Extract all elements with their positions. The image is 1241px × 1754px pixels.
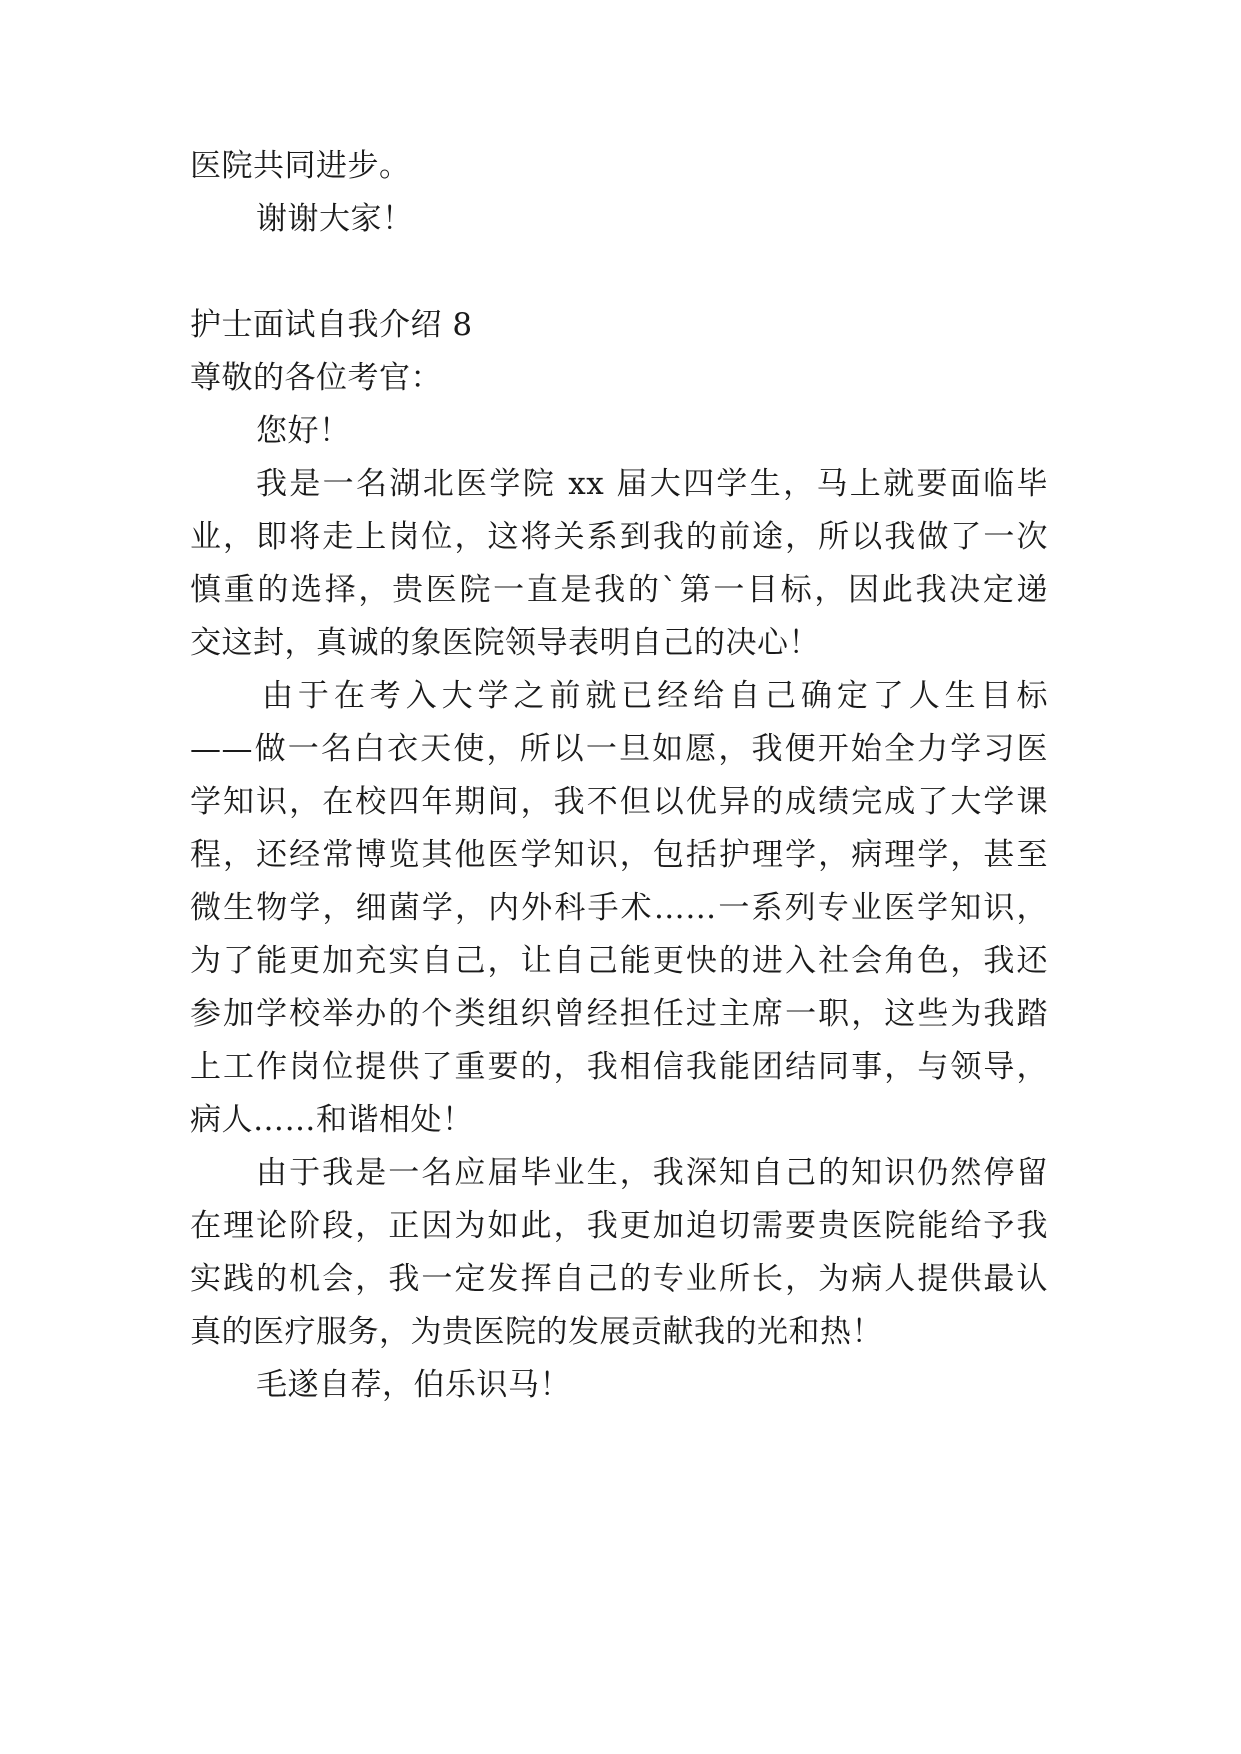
paragraph-line: ——做一名白衣天使，所以一旦如愿，我便开始全力学习医	[190, 731, 1048, 767]
paragraph-line: 微生物学，细菌学，内外科手术……一系列专业医学知识，	[190, 890, 1048, 926]
paragraph-line: 谢谢大家！	[256, 201, 414, 237]
paragraph-line: 由于我是一名应届毕业生，我深知自己的知识仍然停留	[256, 1155, 1048, 1191]
paragraph-line: 交这封，真诚的象医院领导表明自己的决心！	[190, 625, 820, 661]
paragraph-line: 在理论阶段，正因为如此，我更加迫切需要贵医院能给予我	[190, 1208, 1048, 1244]
paragraph-line: 参加学校举办的个类组织曾经担任过主席一职，这些为我踏	[190, 996, 1048, 1032]
paragraph-line: 为了能更加充实自己，让自己能更快的进入社会角色，我还	[190, 943, 1048, 979]
paragraph-line: 程，还经常博览其他医学知识，包括护理学，病理学，甚至	[190, 837, 1048, 873]
section-title: 护士面试自我介绍 8	[190, 307, 473, 343]
paragraph-line: 真的医疗服务，为贵医院的发展贡献我的光和热！	[190, 1314, 883, 1350]
closing-line: 毛遂自荐，伯乐识马！	[256, 1367, 571, 1403]
paragraph-line: 业，即将走上岗位，这将关系到我的前途，所以我做了一次	[190, 519, 1048, 555]
paragraph-line: 学知识，在校四年期间，我不但以优异的成绩完成了大学课	[190, 784, 1048, 820]
paragraph-line: 病人……和谐相处！	[190, 1102, 474, 1138]
paragraph-line: 由于在考入大学之前就已经给自己确定了人生目标	[262, 678, 1048, 714]
greeting: 您好！	[256, 413, 351, 449]
paragraph-line: 医院共同进步。	[190, 148, 411, 184]
paragraph-line: 上工作岗位提供了重要的，我相信我能团结同事，与领导，	[190, 1049, 1048, 1085]
paragraph-line: 慎重的选择，贵医院一直是我的`第一目标，因此我决定递	[190, 572, 1048, 608]
paragraph-line: 实践的机会，我一定发挥自己的专业所长，为病人提供最认	[190, 1261, 1048, 1297]
paragraph-line: 我是一名湖北医学院 xx 届大四学生，马上就要面临毕	[256, 466, 1048, 502]
salutation: 尊敬的各位考官：	[190, 360, 442, 396]
